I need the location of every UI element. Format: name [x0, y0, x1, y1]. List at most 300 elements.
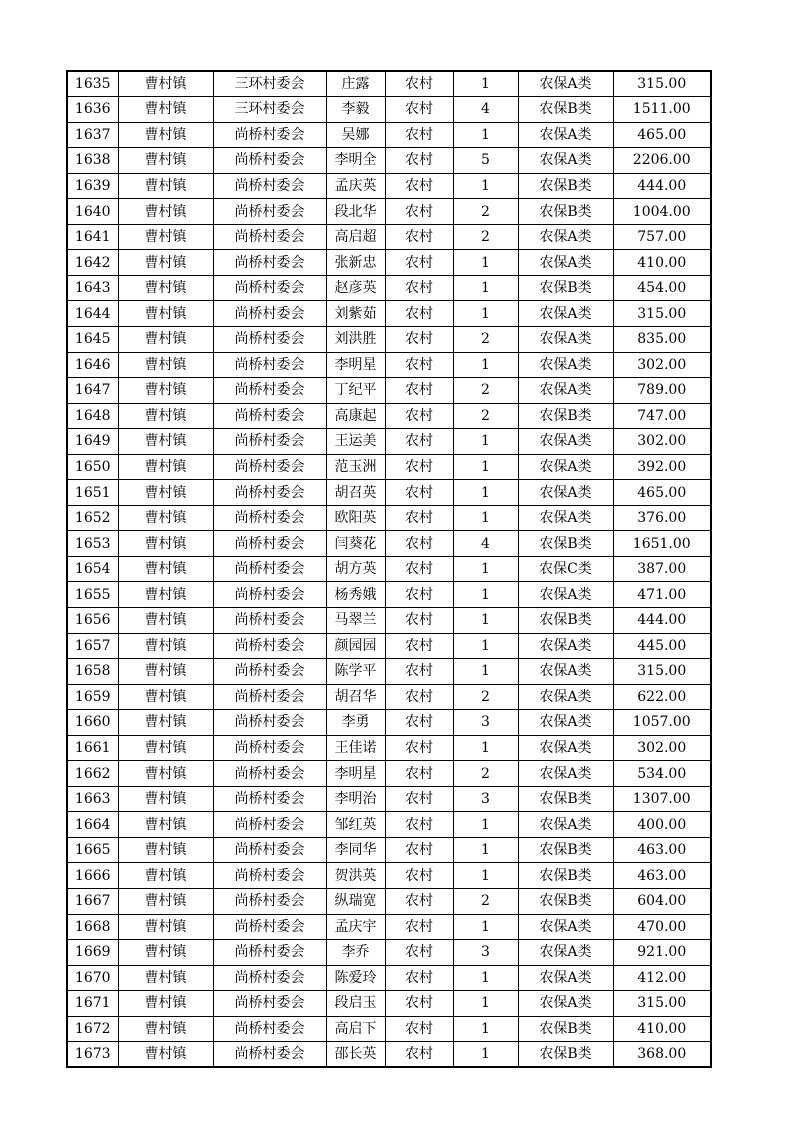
- cell-person-name: 孟庆英: [326, 173, 385, 199]
- cell-amount: 444.00: [613, 173, 711, 199]
- cell-town: 曹村镇: [118, 582, 213, 608]
- table-row: [67, 352, 711, 378]
- cell-amount: 445.00: [613, 633, 711, 659]
- cell-person-count: 1: [453, 659, 518, 685]
- insurance-payment-table: [66, 70, 712, 1068]
- cell-person-count: 2: [453, 199, 518, 225]
- cell-amount: 921.00: [613, 940, 711, 966]
- cell-town: 曹村镇: [118, 889, 213, 915]
- cell-town: 曹村镇: [118, 786, 213, 812]
- cell-insurance-category: 农保B类: [518, 403, 613, 429]
- cell-serial-no: 1644: [67, 301, 118, 327]
- table-row: [67, 122, 711, 148]
- cell-person-count: 2: [453, 326, 518, 352]
- cell-amount: 410.00: [613, 1016, 711, 1042]
- cell-serial-no: 1660: [67, 710, 118, 736]
- cell-town: 曹村镇: [118, 97, 213, 123]
- cell-insurance-category: 农保A类: [518, 735, 613, 761]
- cell-insurance-category: 农保A类: [518, 684, 613, 710]
- cell-person-name: 王佳诺: [326, 735, 385, 761]
- cell-person-count: 3: [453, 940, 518, 966]
- cell-person-count: 1: [453, 914, 518, 940]
- cell-household-type: 农村: [385, 352, 453, 378]
- cell-village-committee: 尚桥村委会: [213, 812, 326, 838]
- cell-amount: 1651.00: [613, 531, 711, 557]
- cell-insurance-category: 农保B类: [518, 863, 613, 889]
- cell-town: 曹村镇: [118, 275, 213, 301]
- cell-amount: 835.00: [613, 326, 711, 352]
- cell-person-name: 高康起: [326, 403, 385, 429]
- cell-person-name: 李乔: [326, 940, 385, 966]
- cell-town: 曹村镇: [118, 122, 213, 148]
- cell-person-name: 赵彦英: [326, 275, 385, 301]
- cell-amount: 410.00: [613, 250, 711, 276]
- cell-insurance-category: 农保A类: [518, 633, 613, 659]
- cell-household-type: 农村: [385, 940, 453, 966]
- cell-household-type: 农村: [385, 761, 453, 787]
- cell-town: 曹村镇: [118, 71, 213, 97]
- cell-person-count: 1: [453, 965, 518, 991]
- cell-amount: 368.00: [613, 1042, 711, 1068]
- cell-person-name: 孟庆宇: [326, 914, 385, 940]
- cell-household-type: 农村: [385, 837, 453, 863]
- cell-village-committee: 尚桥村委会: [213, 556, 326, 582]
- cell-person-name: 高启下: [326, 1016, 385, 1042]
- cell-insurance-category: 农保C类: [518, 556, 613, 582]
- cell-person-count: 1: [453, 863, 518, 889]
- table-row: [67, 378, 711, 404]
- cell-person-count: 4: [453, 531, 518, 557]
- cell-amount: 302.00: [613, 429, 711, 455]
- cell-village-committee: 尚桥村委会: [213, 837, 326, 863]
- cell-household-type: 农村: [385, 965, 453, 991]
- cell-insurance-category: 农保A类: [518, 71, 613, 97]
- table-row: [67, 837, 711, 863]
- cell-amount: 400.00: [613, 812, 711, 838]
- cell-serial-no: 1638: [67, 148, 118, 174]
- table-row: [67, 1042, 711, 1068]
- cell-person-count: 2: [453, 224, 518, 250]
- cell-insurance-category: 农保A类: [518, 454, 613, 480]
- cell-town: 曹村镇: [118, 1042, 213, 1068]
- cell-insurance-category: 农保A类: [518, 301, 613, 327]
- cell-insurance-category: 农保A类: [518, 710, 613, 736]
- cell-household-type: 农村: [385, 1042, 453, 1068]
- cell-village-committee: 尚桥村委会: [213, 148, 326, 174]
- cell-person-count: 1: [453, 480, 518, 506]
- cell-amount: 1511.00: [613, 97, 711, 123]
- cell-amount: 789.00: [613, 378, 711, 404]
- cell-insurance-category: 农保A类: [518, 378, 613, 404]
- cell-village-committee: 尚桥村委会: [213, 480, 326, 506]
- cell-person-name: 吴娜: [326, 122, 385, 148]
- cell-insurance-category: 农保B类: [518, 199, 613, 225]
- cell-person-name: 李同华: [326, 837, 385, 863]
- cell-person-count: 1: [453, 812, 518, 838]
- cell-person-count: 1: [453, 735, 518, 761]
- cell-amount: 454.00: [613, 275, 711, 301]
- cell-town: 曹村镇: [118, 352, 213, 378]
- cell-insurance-category: 农保A类: [518, 761, 613, 787]
- cell-household-type: 农村: [385, 480, 453, 506]
- cell-serial-no: 1637: [67, 122, 118, 148]
- cell-serial-no: 1661: [67, 735, 118, 761]
- cell-person-name: 李明星: [326, 352, 385, 378]
- cell-serial-no: 1666: [67, 863, 118, 889]
- cell-household-type: 农村: [385, 250, 453, 276]
- cell-household-type: 农村: [385, 199, 453, 225]
- cell-serial-no: 1642: [67, 250, 118, 276]
- cell-amount: 534.00: [613, 761, 711, 787]
- cell-serial-no: 1636: [67, 97, 118, 123]
- table-row: [67, 633, 711, 659]
- cell-person-name: 刘洪胜: [326, 326, 385, 352]
- cell-village-committee: 尚桥村委会: [213, 991, 326, 1017]
- cell-village-committee: 尚桥村委会: [213, 684, 326, 710]
- cell-insurance-category: 农保A类: [518, 480, 613, 506]
- cell-village-committee: 尚桥村委会: [213, 429, 326, 455]
- cell-person-count: 1: [453, 301, 518, 327]
- cell-amount: 2206.00: [613, 148, 711, 174]
- table-body: [67, 71, 711, 1067]
- cell-village-committee: 尚桥村委会: [213, 275, 326, 301]
- cell-village-committee: 三环村委会: [213, 97, 326, 123]
- cell-amount: 463.00: [613, 863, 711, 889]
- cell-person-name: 欧阳英: [326, 505, 385, 531]
- table-row: [67, 863, 711, 889]
- cell-village-committee: 尚桥村委会: [213, 1042, 326, 1068]
- cell-village-committee: 尚桥村委会: [213, 122, 326, 148]
- table-row: [67, 199, 711, 225]
- cell-person-name: 杨秀娥: [326, 582, 385, 608]
- cell-household-type: 农村: [385, 275, 453, 301]
- table-row: [67, 761, 711, 787]
- cell-serial-no: 1647: [67, 378, 118, 404]
- cell-village-committee: 尚桥村委会: [213, 582, 326, 608]
- table-row: [67, 480, 711, 506]
- cell-household-type: 农村: [385, 505, 453, 531]
- cell-person-count: 1: [453, 454, 518, 480]
- cell-amount: 470.00: [613, 914, 711, 940]
- cell-amount: 1307.00: [613, 786, 711, 812]
- cell-person-name: 胡方英: [326, 556, 385, 582]
- cell-amount: 315.00: [613, 301, 711, 327]
- cell-household-type: 农村: [385, 889, 453, 915]
- cell-person-count: 1: [453, 275, 518, 301]
- cell-town: 曹村镇: [118, 403, 213, 429]
- cell-insurance-category: 农保A类: [518, 250, 613, 276]
- cell-insurance-category: 农保B类: [518, 275, 613, 301]
- table-row: [67, 940, 711, 966]
- cell-person-name: 胡召华: [326, 684, 385, 710]
- table-row: [67, 710, 711, 736]
- cell-insurance-category: 农保A类: [518, 659, 613, 685]
- cell-household-type: 农村: [385, 378, 453, 404]
- cell-serial-no: 1670: [67, 965, 118, 991]
- table-row: [67, 454, 711, 480]
- cell-insurance-category: 农保A类: [518, 914, 613, 940]
- table-row: [67, 889, 711, 915]
- cell-village-committee: 尚桥村委会: [213, 735, 326, 761]
- cell-village-committee: 尚桥村委会: [213, 505, 326, 531]
- cell-household-type: 农村: [385, 607, 453, 633]
- cell-person-name: 李勇: [326, 710, 385, 736]
- cell-person-count: 2: [453, 761, 518, 787]
- cell-insurance-category: 农保A类: [518, 148, 613, 174]
- cell-amount: 412.00: [613, 965, 711, 991]
- cell-person-name: 庄露: [326, 71, 385, 97]
- cell-village-committee: 尚桥村委会: [213, 659, 326, 685]
- cell-household-type: 农村: [385, 1016, 453, 1042]
- table-row: [67, 173, 711, 199]
- cell-insurance-category: 农保B类: [518, 607, 613, 633]
- cell-amount: 465.00: [613, 122, 711, 148]
- cell-person-name: 丁纪平: [326, 378, 385, 404]
- cell-person-count: 2: [453, 403, 518, 429]
- cell-household-type: 农村: [385, 710, 453, 736]
- cell-person-count: 1: [453, 991, 518, 1017]
- cell-serial-no: 1640: [67, 199, 118, 225]
- cell-household-type: 农村: [385, 556, 453, 582]
- cell-amount: 1004.00: [613, 199, 711, 225]
- cell-town: 曹村镇: [118, 199, 213, 225]
- cell-insurance-category: 农保A类: [518, 122, 613, 148]
- cell-household-type: 农村: [385, 633, 453, 659]
- cell-serial-no: 1671: [67, 991, 118, 1017]
- cell-town: 曹村镇: [118, 250, 213, 276]
- cell-person-name: 闫葵花: [326, 531, 385, 557]
- cell-town: 曹村镇: [118, 965, 213, 991]
- cell-serial-no: 1646: [67, 352, 118, 378]
- cell-village-committee: 尚桥村委会: [213, 914, 326, 940]
- cell-serial-no: 1650: [67, 454, 118, 480]
- cell-amount: 376.00: [613, 505, 711, 531]
- cell-town: 曹村镇: [118, 710, 213, 736]
- cell-serial-no: 1672: [67, 1016, 118, 1042]
- table-row: [67, 250, 711, 276]
- cell-amount: 757.00: [613, 224, 711, 250]
- cell-person-count: 1: [453, 71, 518, 97]
- cell-serial-no: 1673: [67, 1042, 118, 1068]
- cell-serial-no: 1648: [67, 403, 118, 429]
- cell-village-committee: 尚桥村委会: [213, 250, 326, 276]
- cell-serial-no: 1641: [67, 224, 118, 250]
- cell-person-count: 1: [453, 556, 518, 582]
- cell-amount: 465.00: [613, 480, 711, 506]
- table-row: [67, 275, 711, 301]
- cell-town: 曹村镇: [118, 659, 213, 685]
- cell-household-type: 农村: [385, 148, 453, 174]
- cell-person-name: 贺洪英: [326, 863, 385, 889]
- table-row: [67, 607, 711, 633]
- cell-serial-no: 1656: [67, 607, 118, 633]
- cell-household-type: 农村: [385, 659, 453, 685]
- cell-insurance-category: 农保B类: [518, 889, 613, 915]
- cell-person-count: 1: [453, 582, 518, 608]
- cell-serial-no: 1667: [67, 889, 118, 915]
- cell-household-type: 农村: [385, 582, 453, 608]
- cell-person-name: 段北华: [326, 199, 385, 225]
- cell-person-name: 段启玉: [326, 991, 385, 1017]
- cell-village-committee: 尚桥村委会: [213, 710, 326, 736]
- cell-person-count: 2: [453, 378, 518, 404]
- cell-amount: 315.00: [613, 659, 711, 685]
- cell-insurance-category: 农保A类: [518, 991, 613, 1017]
- table-row: [67, 991, 711, 1017]
- table-row: [67, 1016, 711, 1042]
- cell-town: 曹村镇: [118, 914, 213, 940]
- cell-household-type: 农村: [385, 326, 453, 352]
- cell-household-type: 农村: [385, 301, 453, 327]
- cell-town: 曹村镇: [118, 940, 213, 966]
- cell-village-committee: 尚桥村委会: [213, 633, 326, 659]
- cell-person-name: 邹红英: [326, 812, 385, 838]
- cell-insurance-category: 农保A类: [518, 940, 613, 966]
- cell-person-name: 陈爱玲: [326, 965, 385, 991]
- cell-serial-no: 1639: [67, 173, 118, 199]
- cell-town: 曹村镇: [118, 224, 213, 250]
- table-row: [67, 735, 711, 761]
- cell-village-committee: 尚桥村委会: [213, 301, 326, 327]
- cell-insurance-category: 农保B类: [518, 173, 613, 199]
- table-row: [67, 224, 711, 250]
- cell-amount: 302.00: [613, 352, 711, 378]
- cell-serial-no: 1657: [67, 633, 118, 659]
- cell-village-committee: 尚桥村委会: [213, 940, 326, 966]
- cell-town: 曹村镇: [118, 863, 213, 889]
- table-row: [67, 429, 711, 455]
- cell-serial-no: 1662: [67, 761, 118, 787]
- cell-village-committee: 尚桥村委会: [213, 607, 326, 633]
- cell-amount: 622.00: [613, 684, 711, 710]
- cell-amount: 1057.00: [613, 710, 711, 736]
- table-row: [67, 582, 711, 608]
- cell-village-committee: 尚桥村委会: [213, 965, 326, 991]
- cell-serial-no: 1651: [67, 480, 118, 506]
- cell-amount: 471.00: [613, 582, 711, 608]
- cell-household-type: 农村: [385, 429, 453, 455]
- cell-person-count: 1: [453, 429, 518, 455]
- cell-town: 曹村镇: [118, 556, 213, 582]
- cell-village-committee: 尚桥村委会: [213, 199, 326, 225]
- cell-serial-no: 1645: [67, 326, 118, 352]
- cell-town: 曹村镇: [118, 301, 213, 327]
- cell-village-committee: 三环村委会: [213, 71, 326, 97]
- cell-person-name: 胡召英: [326, 480, 385, 506]
- cell-amount: 444.00: [613, 607, 711, 633]
- cell-household-type: 农村: [385, 786, 453, 812]
- cell-serial-no: 1669: [67, 940, 118, 966]
- cell-household-type: 农村: [385, 863, 453, 889]
- cell-serial-no: 1659: [67, 684, 118, 710]
- cell-household-type: 农村: [385, 531, 453, 557]
- cell-village-committee: 尚桥村委会: [213, 403, 326, 429]
- cell-person-count: 1: [453, 352, 518, 378]
- cell-person-name: 张新忠: [326, 250, 385, 276]
- cell-person-name: 范玉洲: [326, 454, 385, 480]
- cell-household-type: 农村: [385, 403, 453, 429]
- cell-household-type: 农村: [385, 71, 453, 97]
- cell-person-name: 王运美: [326, 429, 385, 455]
- cell-person-name: 李明治: [326, 786, 385, 812]
- cell-person-count: 2: [453, 684, 518, 710]
- cell-person-count: 1: [453, 837, 518, 863]
- cell-household-type: 农村: [385, 735, 453, 761]
- cell-insurance-category: 农保A类: [518, 582, 613, 608]
- cell-town: 曹村镇: [118, 531, 213, 557]
- table-row: [67, 786, 711, 812]
- table-row: [67, 301, 711, 327]
- cell-amount: 315.00: [613, 71, 711, 97]
- cell-village-committee: 尚桥村委会: [213, 1016, 326, 1042]
- cell-town: 曹村镇: [118, 991, 213, 1017]
- cell-serial-no: 1649: [67, 429, 118, 455]
- cell-town: 曹村镇: [118, 1016, 213, 1042]
- cell-person-count: 1: [453, 1042, 518, 1068]
- cell-town: 曹村镇: [118, 480, 213, 506]
- table-row: [67, 556, 711, 582]
- cell-person-name: 李明全: [326, 148, 385, 174]
- cell-insurance-category: 农保A类: [518, 224, 613, 250]
- table-row: [67, 684, 711, 710]
- cell-town: 曹村镇: [118, 326, 213, 352]
- cell-village-committee: 尚桥村委会: [213, 761, 326, 787]
- cell-village-committee: 尚桥村委会: [213, 173, 326, 199]
- cell-insurance-category: 农保B类: [518, 531, 613, 557]
- cell-person-count: 1: [453, 505, 518, 531]
- cell-village-committee: 尚桥村委会: [213, 786, 326, 812]
- cell-person-count: 1: [453, 173, 518, 199]
- cell-person-name: 刘紫茹: [326, 301, 385, 327]
- table-row: [67, 659, 711, 685]
- cell-serial-no: 1658: [67, 659, 118, 685]
- cell-household-type: 农村: [385, 991, 453, 1017]
- cell-household-type: 农村: [385, 224, 453, 250]
- cell-serial-no: 1668: [67, 914, 118, 940]
- cell-person-count: 1: [453, 250, 518, 276]
- cell-village-committee: 尚桥村委会: [213, 889, 326, 915]
- cell-town: 曹村镇: [118, 607, 213, 633]
- cell-serial-no: 1654: [67, 556, 118, 582]
- cell-serial-no: 1643: [67, 275, 118, 301]
- cell-town: 曹村镇: [118, 429, 213, 455]
- cell-person-count: 3: [453, 710, 518, 736]
- cell-serial-no: 1664: [67, 812, 118, 838]
- cell-town: 曹村镇: [118, 837, 213, 863]
- cell-person-count: 1: [453, 607, 518, 633]
- cell-person-name: 颜园园: [326, 633, 385, 659]
- cell-serial-no: 1652: [67, 505, 118, 531]
- cell-household-type: 农村: [385, 684, 453, 710]
- cell-insurance-category: 农保A类: [518, 429, 613, 455]
- cell-serial-no: 1663: [67, 786, 118, 812]
- cell-person-name: 陈学平: [326, 659, 385, 685]
- cell-insurance-category: 农保B类: [518, 1016, 613, 1042]
- table-row: [67, 914, 711, 940]
- cell-town: 曹村镇: [118, 173, 213, 199]
- cell-amount: 463.00: [613, 837, 711, 863]
- cell-insurance-category: 农保B类: [518, 837, 613, 863]
- cell-household-type: 农村: [385, 97, 453, 123]
- cell-insurance-category: 农保A类: [518, 505, 613, 531]
- cell-person-name: 纵瑞宽: [326, 889, 385, 915]
- cell-person-count: 3: [453, 786, 518, 812]
- cell-person-name: 李明星: [326, 761, 385, 787]
- cell-household-type: 农村: [385, 812, 453, 838]
- table-row: [67, 97, 711, 123]
- cell-village-committee: 尚桥村委会: [213, 531, 326, 557]
- cell-person-name: 马翠兰: [326, 607, 385, 633]
